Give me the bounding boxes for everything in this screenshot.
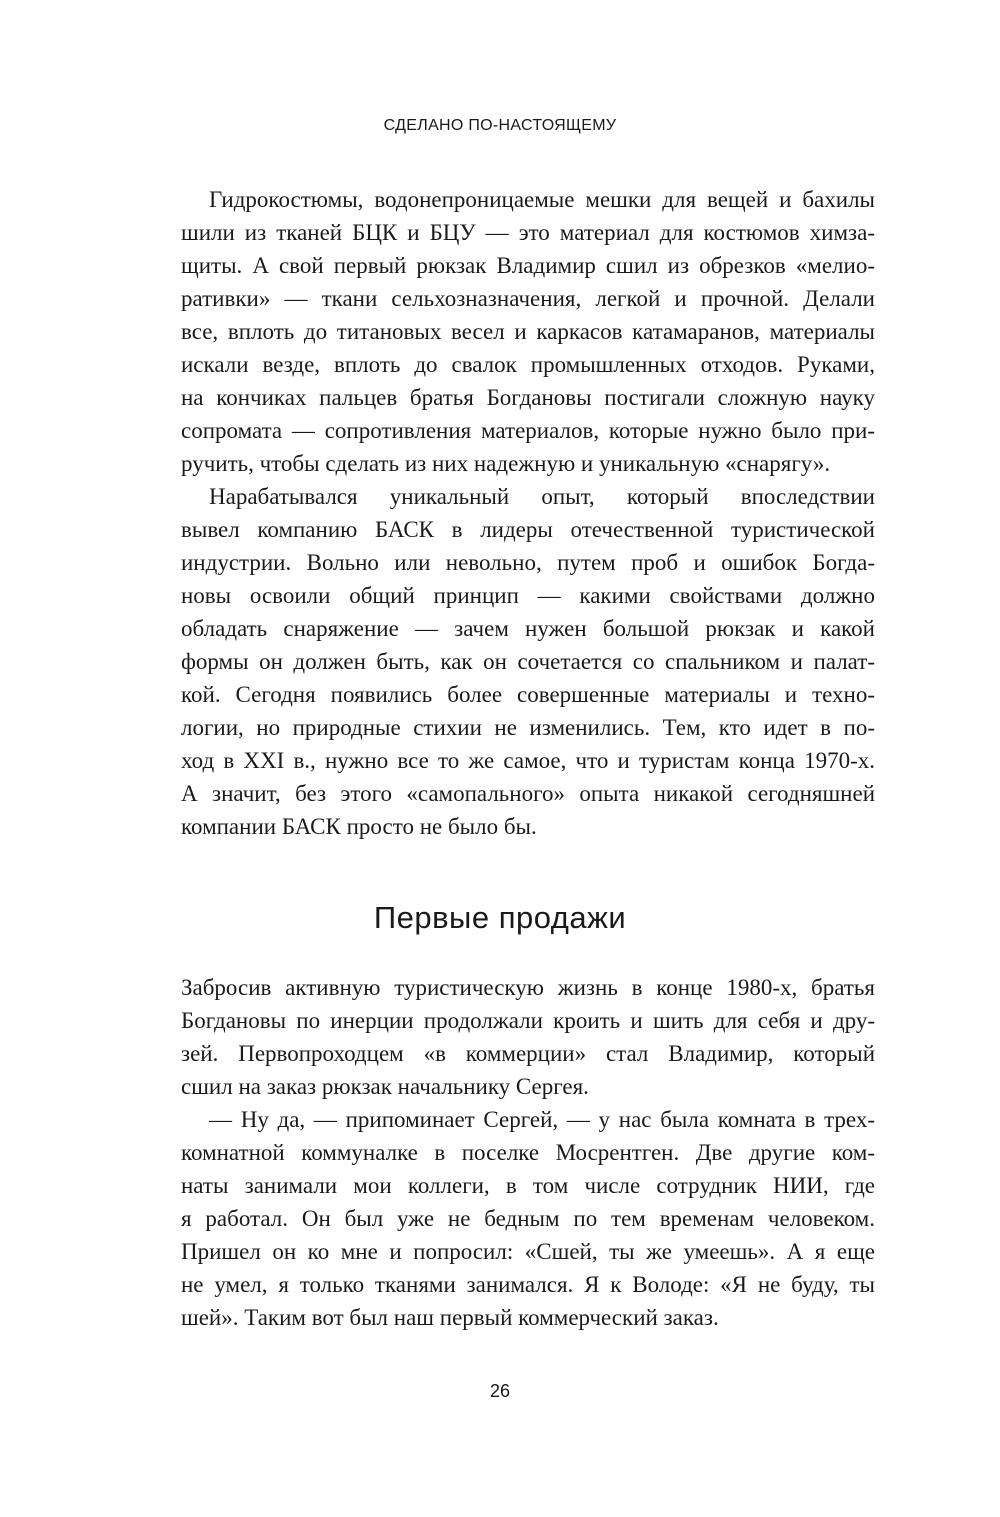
paragraph [181, 183, 875, 480]
text-line: Богдановы по инерции продолжали кроить и шить для себя и дру- [181, 1008, 875, 1033]
text-line: сшил на заказ рюкзак начальнику Сергея. [181, 1074, 589, 1099]
text-line: новы освоили общий принцип — какими свойствами должно [181, 583, 875, 608]
paragraph [181, 971, 875, 1103]
text-line: ративки» — ткани сельхозназначения, легкой и прочной. Делали [181, 286, 875, 311]
text-line: искали везде, вплоть до свалок промышленных отходов. Руками, [181, 352, 875, 377]
text-line: не умел, я только тканями занимался. Я к Володе: «Я не буду, ты [181, 1272, 875, 1297]
text-line: формы он должен быть, как он сочетается со спальником и палат- [181, 649, 875, 674]
text-line: логии, но природные стихии не изменились. Тем, кто идет в по- [181, 715, 875, 740]
running-header: СДЕЛАНО ПО-НАСТОЯЩЕМУ [383, 117, 617, 134]
text-line: зей. Первопроходцем «в коммерции» стал Владимир, который [181, 1041, 875, 1066]
text-line: Пришел он ко мне и попросил: «Сшей, ты же умеешь». А я еще [181, 1239, 875, 1264]
text-line: все, вплоть до титановых весел и каркасов катамаранов, материалы [181, 319, 875, 344]
text-line: ручить, чтобы сделать из них надежную и уникальную «снарягу». [181, 451, 831, 476]
text-line: вывел компанию БАСК в лидеры отечественной туристической [181, 517, 875, 542]
text-line: — Ну да, — припоминает Сергей, — у нас была комната в трех- [209, 1107, 875, 1132]
text-line: сопромата — сопротивления материалов, которые нужно было при- [181, 418, 875, 443]
text-line: шей». Таким вот был наш первый коммерческий заказ. [181, 1305, 719, 1330]
text-line: наты занимали мои коллеги, в том числе сотрудник НИИ, где [181, 1173, 875, 1198]
page-number: 26 [489, 1381, 511, 1401]
text-line: А значит, без этого «самопального» опыта никакой сегодняшней [181, 781, 875, 806]
text-line: Гидрокостюмы, водонепроницаемые мешки для вещей и бахилы [209, 187, 875, 212]
paragraph [181, 480, 875, 843]
text-line: Нарабатывался уникальный опыт, который впоследствии [209, 484, 875, 509]
text-line: кой. Сегодня появились более совершенные материалы и техно- [181, 682, 875, 707]
section-heading: Первые продажи [373, 900, 627, 935]
text-line: компании БАСК просто не было бы. [181, 814, 537, 839]
text-line: обладать снаряжение — зачем нужен большой рюкзак и какой [181, 616, 875, 641]
text-line: на кончиках пальцев братья Богдановы постигали сложную науку [181, 385, 875, 410]
text-line: индустрии. Вольно или невольно, путем проб и ошибок Богда- [181, 550, 875, 575]
text-line: я работал. Он был уже не бедным по тем временам человеком. [181, 1206, 875, 1231]
text-line: Забросив активную туристическую жизнь в конце 1980-х, братья [181, 975, 875, 1000]
paragraph [181, 1103, 875, 1334]
text-line: ход в XXI в., нужно все то же самое, что и туристам конца 1970-х. [181, 748, 875, 773]
text-line: комнатной коммуналке в поселке Мосрентген. Две другие ком- [181, 1140, 875, 1165]
text-line: шили из тканей БЦК и БЦУ — это материал для костюмов химза- [181, 220, 875, 245]
text-line: щиты. А свой первый рюкзак Владимир сшил из обрезков «мелио- [181, 253, 875, 278]
